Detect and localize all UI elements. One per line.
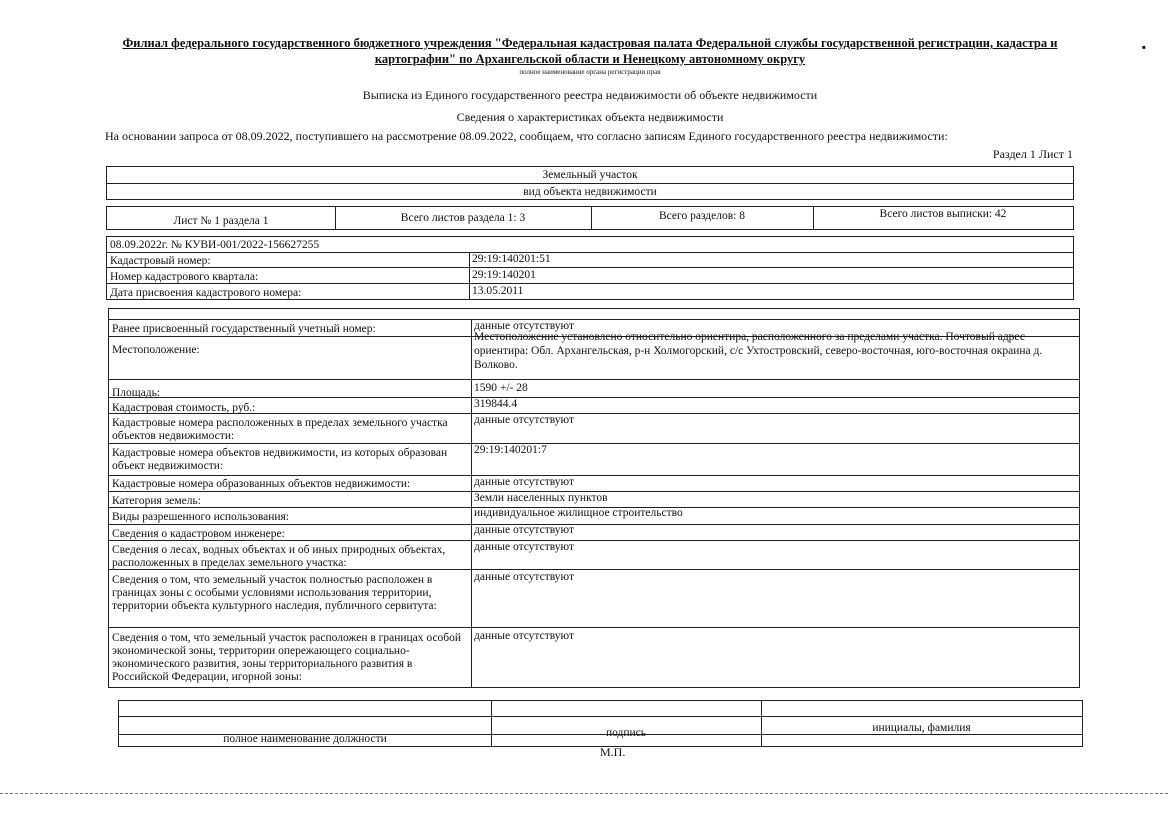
sheets-total: Всего листов выписки: 42 (879, 208, 1007, 220)
details-table (108, 308, 1080, 688)
sections-total: Всего разделов: 8 (659, 210, 745, 222)
object-type-box (106, 166, 1074, 200)
document-subtitle: Сведения о характеристиках объекта недвижимости (456, 110, 724, 124)
object-type: Земельный участок (542, 169, 638, 181)
sheets-in-section: Всего листов раздела 1: 3 (400, 212, 526, 224)
stamp-place: М.П. (600, 745, 626, 759)
detail-label-source-objects: Кадастровые номера объектов недвижимости, из которых образован объект недвижимости: (112, 447, 448, 472)
detail-value-engineer: данные отсутствуют (474, 524, 574, 536)
organization-name: Филиал федерального государственного бюджетного учреждения "Федеральная кадастровая палата Федеральной службы государственной регистрации, кадастра и картографии" по Архангельской области и Ненецкому автономному округу (122, 36, 1058, 66)
detail-value-formed-objects: данные отсутствуют (474, 476, 574, 488)
detail-value-cost: 319844.4 (474, 398, 518, 410)
detail-value-special-zone: данные отсутствуют (474, 571, 574, 583)
edge-mark: ▪ (1141, 40, 1146, 54)
detail-label-formed-objects: Кадастровые номера образованных объектов недвижимости: (112, 478, 411, 490)
detail-label-engineer: Сведения о кадастровом инженере: (112, 528, 285, 540)
detail-label-permitted-use: Виды разрешенного использования: (112, 511, 289, 523)
detail-value-land-category: Земли населенных пунктов (474, 492, 608, 504)
organization-caption: полное наименование органа регистрации прав (519, 68, 661, 76)
detail-value-location: Местоположение установлено относительно ориентира, расположенного за пределами участка. Почтовый адрес ориентира: Обл. Архангельская, р-н Холмогорский, с/с Ухтостровский, северо-восточная, юго-восточная окраина д. Волково. (474, 331, 1043, 371)
detail-value-area: 1590 +/- 28 (474, 382, 528, 394)
detail-value-prev-number: данные отсутствуют (474, 320, 574, 332)
detail-label-forests: Сведения о лесах, водных объектах и об иных природных объектах, расположенных в пределах земельного участка: (112, 544, 446, 569)
document-title: Выписка из Единого государственного реестра недвижимости об объекте недвижимости (362, 88, 818, 102)
sheet-number: Лист № 1 раздела 1 (173, 215, 269, 227)
detail-label-area: Площадь: (112, 387, 161, 399)
signature-table (118, 700, 1083, 747)
detail-value-permitted-use: индивидуальное жилищное строительство (474, 507, 683, 519)
request-basis: На основании запроса от 08.09.2022, поступившего на рассмотрение 08.09.2022, сообщаем, что согласно записям Единого государственного реестра недвижимости: (105, 129, 948, 143)
cadastral-number-value: 29:19:140201:51 (472, 253, 551, 265)
detail-value-inner-objects: данные отсутствуют (474, 414, 574, 426)
detail-label-location: Местоположение: (112, 344, 200, 356)
page-bottom-dashes (0, 793, 1168, 794)
object-type-caption: вид объекта недвижимости (523, 186, 657, 198)
detail-label-land-category: Категория земель: (112, 495, 201, 507)
record-date-number: 08.09.2022г. № КУВИ-001/2022-156627255 (110, 239, 320, 251)
detail-label-prev-number: Ранее присвоенный государственный учетный номер: (112, 323, 376, 335)
signature-sign-caption: подпись (605, 727, 647, 739)
detail-value-economic-zone: данные отсутствуют (474, 630, 574, 642)
record-table (106, 236, 1074, 300)
detail-value-forests: данные отсутствуют (474, 541, 574, 553)
cadastral-number-label: Кадастровый номер: (110, 255, 211, 267)
signature-position-caption: полное наименование должности (223, 733, 387, 745)
detail-label-inner-objects: Кадастровые номера расположенных в пределах земельного участка объектов недвижимости: (112, 417, 448, 442)
detail-value-source-objects: 29:19:140201:7 (474, 444, 547, 456)
assignment-date-label: Дата присвоения кадастрового номера: (110, 287, 302, 299)
quarter-number-value: 29:19:140201 (472, 269, 536, 281)
section-sheet-label: Раздел 1 Лист 1 (992, 147, 1073, 161)
detail-label-economic-zone: Сведения о том, что земельный участок расположен в границах особой экономической зоны, территории опережающего социально-экономического развития, зоны территориального развития в Российской Федерации, игорной зоны: (112, 632, 462, 683)
signature-name-caption: инициалы, фамилия (872, 722, 971, 734)
assignment-date-value: 13.05.2011 (472, 285, 524, 297)
quarter-number-label: Номер кадастрового квартала: (110, 271, 259, 283)
sheet-info-row (106, 206, 1074, 230)
detail-label-special-zone: Сведения о том, что земельный участок полностью расположен в границах зоны с особыми условиями использования территории, территории объекта культурного наследия, публичного сервитута: (112, 574, 437, 612)
detail-label-cost: Кадастровая стоимость, руб.: (112, 402, 256, 414)
